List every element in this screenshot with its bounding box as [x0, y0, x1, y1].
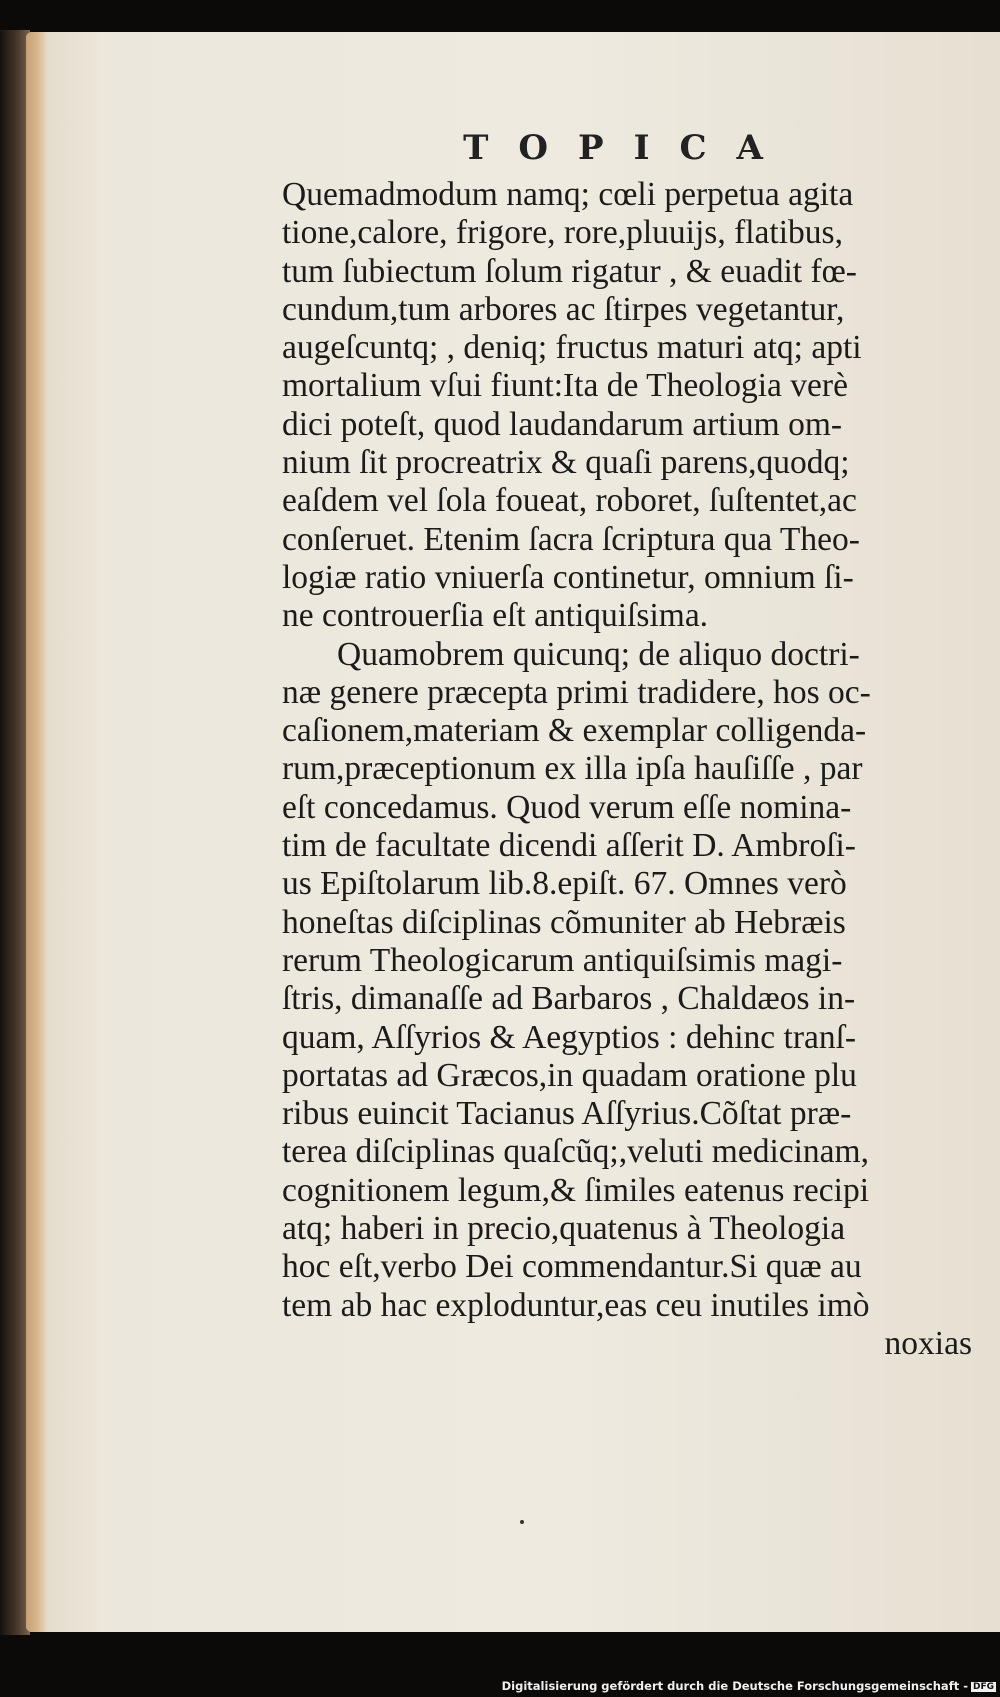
- text-line: cognitionem legum,& ſimiles eatenus recipi: [282, 1171, 870, 1209]
- text-line: ſtris, dimanaſſe ad Barbaros , Chaldæos in-: [282, 980, 856, 1018]
- running-header: TOPICA: [463, 128, 793, 168]
- page-text: [282, 176, 972, 1363]
- text-line: atq; haberi in precio,quatenus à Theologia: [282, 1210, 846, 1248]
- text-line: conſeruet. Etenim ſacra ſcriptura qua Theo-: [282, 520, 860, 558]
- text-line: Quamobrem quicunq; de aliquo doctri-: [337, 635, 860, 673]
- text-line: næ genere præcepta primi tradidere, hos oc-: [282, 673, 871, 711]
- text-line: tem ab hac exploduntur,eas ceu inutiles imò: [282, 1286, 870, 1324]
- text-line: Quemadmodum namq; cœli perpetua agita: [282, 176, 854, 213]
- text-line: mortalium vſui fiunt:Ita de Theologia verè: [282, 367, 848, 405]
- text-line: ribus euincit Tacianus Aſſyrius.Cõſtat præ-: [282, 1095, 852, 1133]
- text-line: tum ſubiectum ſolum rigatur , & euadit fœ-: [282, 252, 857, 290]
- ink-speck: [520, 1520, 524, 1524]
- digitization-credit: [502, 1679, 996, 1693]
- text-line: caſionem,materiam & exemplar colligenda-: [282, 712, 867, 750]
- page-gutter-edge: [26, 32, 48, 1632]
- text-line: eaſdem vel ſola foueat, roboret, ſuſtentet,ac: [282, 482, 857, 520]
- text-line: tim de facultate dicendi aſſerit D. Ambroſi-: [282, 827, 856, 865]
- text-line: hoc eſt,verbo Dei commendantur.Si quæ au: [282, 1248, 862, 1286]
- text-line: us Epiſtolarum lib.8.epiſt. 67. Omnes verò: [282, 865, 847, 903]
- text-line: tione,calore, frigore, rore,pluuijs, flatibus,: [282, 214, 843, 252]
- credit-text: Digitalisierung gefördert durch die Deutsche Forschungsgemeinschaft -: [501, 1679, 968, 1693]
- text-line: cundum,tum arbores ac ſtirpes vegetantur,: [282, 290, 845, 328]
- text-line: eſt concedamus. Quod verum eſſe nomina-: [282, 788, 852, 826]
- text-line: augeſcuntq; , deniq; fructus maturi atq; apti: [282, 329, 862, 367]
- text-line: ne controuerſia eſt antiquiſsima.: [282, 597, 709, 635]
- text-line: nium ſit procreatrix & quaſi parens,quodq;: [282, 444, 850, 482]
- text-line: rum,præceptionum ex illa ipſa hauſiſſe , par: [282, 750, 863, 788]
- text-line: quam, Aſſyrios & Aegyptios : dehinc tranſ-: [282, 1018, 857, 1056]
- text-line: portatas ad Græcos,in quadam oratione plu: [282, 1056, 857, 1094]
- text-line: rerum Theologicarum antiquiſsimis magi-: [282, 941, 843, 979]
- dfg-logo-icon: DFG: [972, 1682, 994, 1692]
- text-line: logiæ ratio vniuerſa continetur, omnium ſi-: [282, 558, 854, 596]
- text-line: dici poteſt, quod laudandarum artium om-: [282, 405, 843, 443]
- text-line: terea diſciplinas quaſcũq;,veluti medicinam,: [282, 1133, 869, 1171]
- text-line: honeſtas diſciplinas cõmuniter ab Hebræis: [282, 903, 846, 941]
- catchword: noxias: [884, 1324, 972, 1362]
